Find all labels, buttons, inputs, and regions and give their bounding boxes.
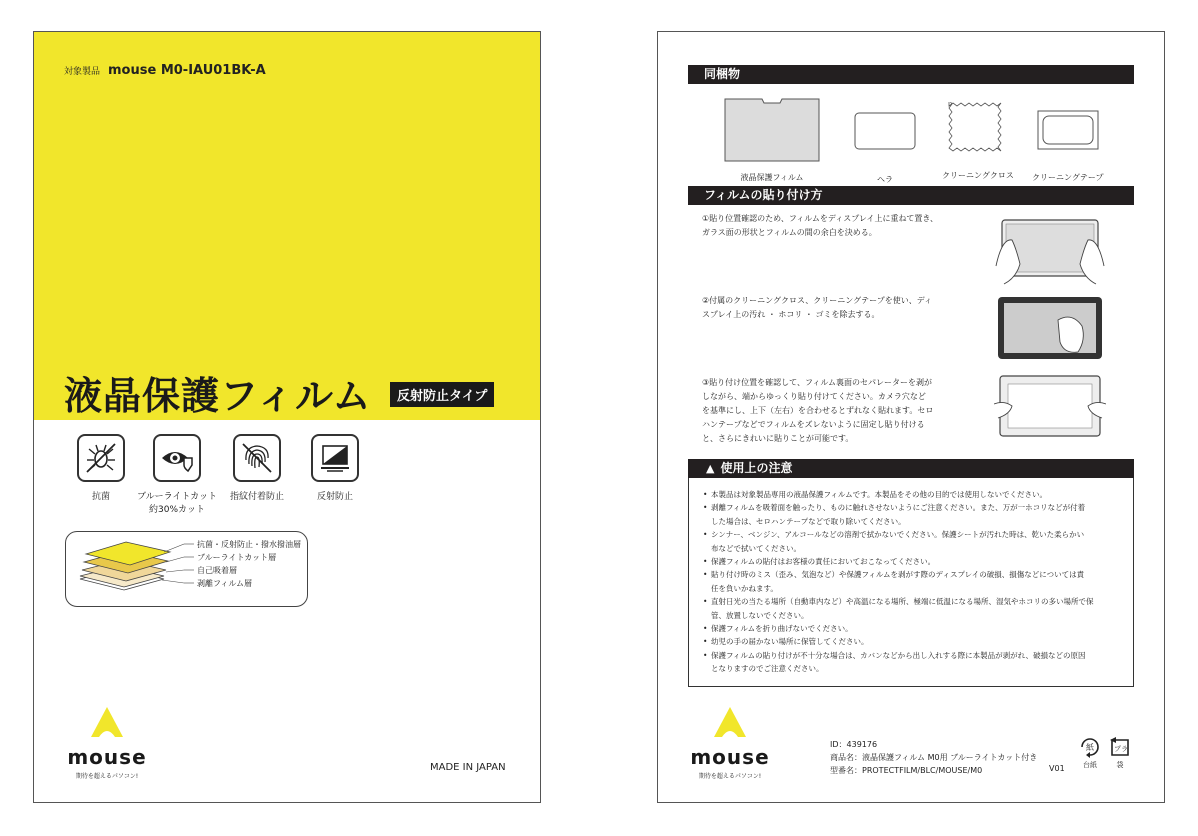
svg-text:紙: 紙 [1086,743,1094,752]
mouse-logo-icon [87,705,127,741]
content-item-cloth [942,102,1014,181]
caution-item: • 貼り付け時のミス（歪み、気泡など）や保護フィルムを剥がす際のディスプレイの破損、損傷などについては責 任を負いかねます。 [703,568,1123,595]
mouse-logo [62,705,152,780]
layer-label: 自己吸着層 [197,566,237,575]
antibacterial-icon [77,434,125,482]
layer-label: 抗菌・反射防止・撥水撥油層 [197,540,301,549]
svg-text:プラ: プラ [1114,745,1128,753]
content-label: 液晶保護フィルム [740,173,804,182]
model-number-line: 型番名：PROTECTFILM/BLC/MOUSE/M0 [830,766,983,775]
mouse-logo-icon [710,705,750,741]
feature-icons [56,434,356,514]
type-badge: 反射防止タイプ [390,382,494,407]
caution-item: • シンナー、ベンジン、アルコールなどの溶剤で拭かないでください。保護シートが汚れた時は、乾いた柔らかい 布などで拭いてください。 [703,528,1123,555]
film-icon [724,98,820,162]
content-label: クリーニングクロス [942,171,1014,180]
caution-box [688,459,1134,687]
made-in-label: MADE IN JAPAN [430,762,506,773]
caution-item: • 剥離フィルムを吸着面を触ったり、ものに触れさせないようにご注意ください。また、万が一ホコリなどが付着 した場合は、セロハンテープなどで取り除いてください。 [703,501,1123,528]
recycle-mark-paper [1075,735,1105,770]
cloth-icon [945,102,1011,160]
package-contents [688,98,1134,184]
content-label: ヘラ [877,175,893,184]
version-label: V01 [1049,764,1065,773]
caution-item: • 本製品は対象製品専用の液晶保護フィルムです。本製品をその他の目的では使用しないでください。 [703,488,1123,501]
logo-wordmark: mouse [67,745,147,769]
layer-label: ブルーライトカット層 [197,553,277,562]
tape-icon [1037,110,1099,150]
howto-header: フィルムの貼り付け方 [688,186,1134,205]
recycle-mark-plastic [1105,735,1135,770]
layer-label: 剥離フィルム層 [197,579,253,588]
anti-reflection-icon [311,434,359,482]
caution-title: 使用上の注意 [720,461,793,475]
caution-item: • 保護フィルムの貼り付けが不十分な場合は、カバンなどから出し入れする際に本製品が剥がれ、破損などの原因 となりますのでご注意ください。 [703,649,1123,676]
mouse-logo [685,705,775,780]
caution-item: • 直射日光の当たる場所（自動車内など）や高温になる場所、極端に低温になる場所、湿気やホコリの多い場所で保 管、放置しないでください。 [703,595,1123,622]
layer-structure-diagram [65,531,308,607]
caution-header [688,459,1134,478]
target-product [64,63,266,78]
warning-icon: ▲ [706,462,715,475]
plastic-recycle-icon [1108,735,1132,759]
yellow-banner [34,32,540,420]
caution-list [703,488,1123,676]
step-2-text: ②付属のクリーニングクロス、クリーニングテープを使い、ディ スプレイ上の汚れ ・ ホコリ ・ ゴミを除去する。 [702,296,933,319]
logo-wordmark: mouse [690,745,770,769]
content-item-spatula [854,112,916,185]
recycle-label: 台紙 [1083,761,1097,769]
caution-item: • 幼児の手の届かない場所に保管してください。 [703,635,1123,648]
feature-antireflection [290,434,380,504]
target-label: 対象製品 [64,67,101,77]
feature-fingerprint [212,434,302,504]
content-item-tape [1032,110,1103,183]
logo-tagline: 期待を超えるパソコン! [698,773,762,780]
back-cover [657,31,1165,803]
product-meta [830,738,1037,777]
feature-label: 反射防止 [316,492,353,502]
fingerprint-off-icon [233,434,281,482]
step-1-text: ①貼り位置確認のため、フィルムをディスプレイ上に重ねて置き、 ガラス面の形状とフィルムの間の余白を決める。 [702,214,939,237]
product-title: 液晶保護フィルム [64,374,372,418]
front-cover [33,31,541,803]
model-name: mouse M0-IAU01BK-A [108,63,266,78]
content-item-film [724,98,820,183]
feature-label: 抗菌 [91,492,110,502]
recycle-label: 袋 [1116,761,1124,769]
step-3-illustration [994,374,1106,440]
caution-item: • 保護フィルムの貼付はお客様の責任においておこなってください。 [703,555,1123,568]
id-line: ID：439176 [830,740,878,749]
eye-shield-icon [153,434,201,482]
step-3-text: ③貼り付け位置を確認して、フィルム裏面のセパレーターを剥が しながら、端からゆっくり貼り付けてください。カメラ穴など を基準にし、上下（左右）を合わせるとずれなく貼れます。セロ ハンテープなどでフィルムをズレないように固定し貼り付ける と、さらにきれいに貼りことが可能です。 [702,378,934,443]
contents-header: 同梱物 [688,65,1134,84]
logo-tagline: 期待を超えるパソコン! [75,773,139,780]
content-label: クリーニングテープ [1032,173,1104,182]
feature-label: ブルーライトカット 約30%カット [136,492,217,515]
paper-recycle-icon [1078,735,1102,759]
step-1-illustration [994,218,1106,286]
spatula-icon [854,112,916,150]
feature-bluelight [132,434,222,517]
caution-item: • 保護フィルムを折り曲げないでください。 [703,622,1123,635]
product-name-line: 商品名：液晶保護フィルム M0用 ブルーライトカット付き [830,753,1038,762]
feature-label: 指紋付着防止 [229,492,284,502]
step-2-illustration [994,296,1106,360]
